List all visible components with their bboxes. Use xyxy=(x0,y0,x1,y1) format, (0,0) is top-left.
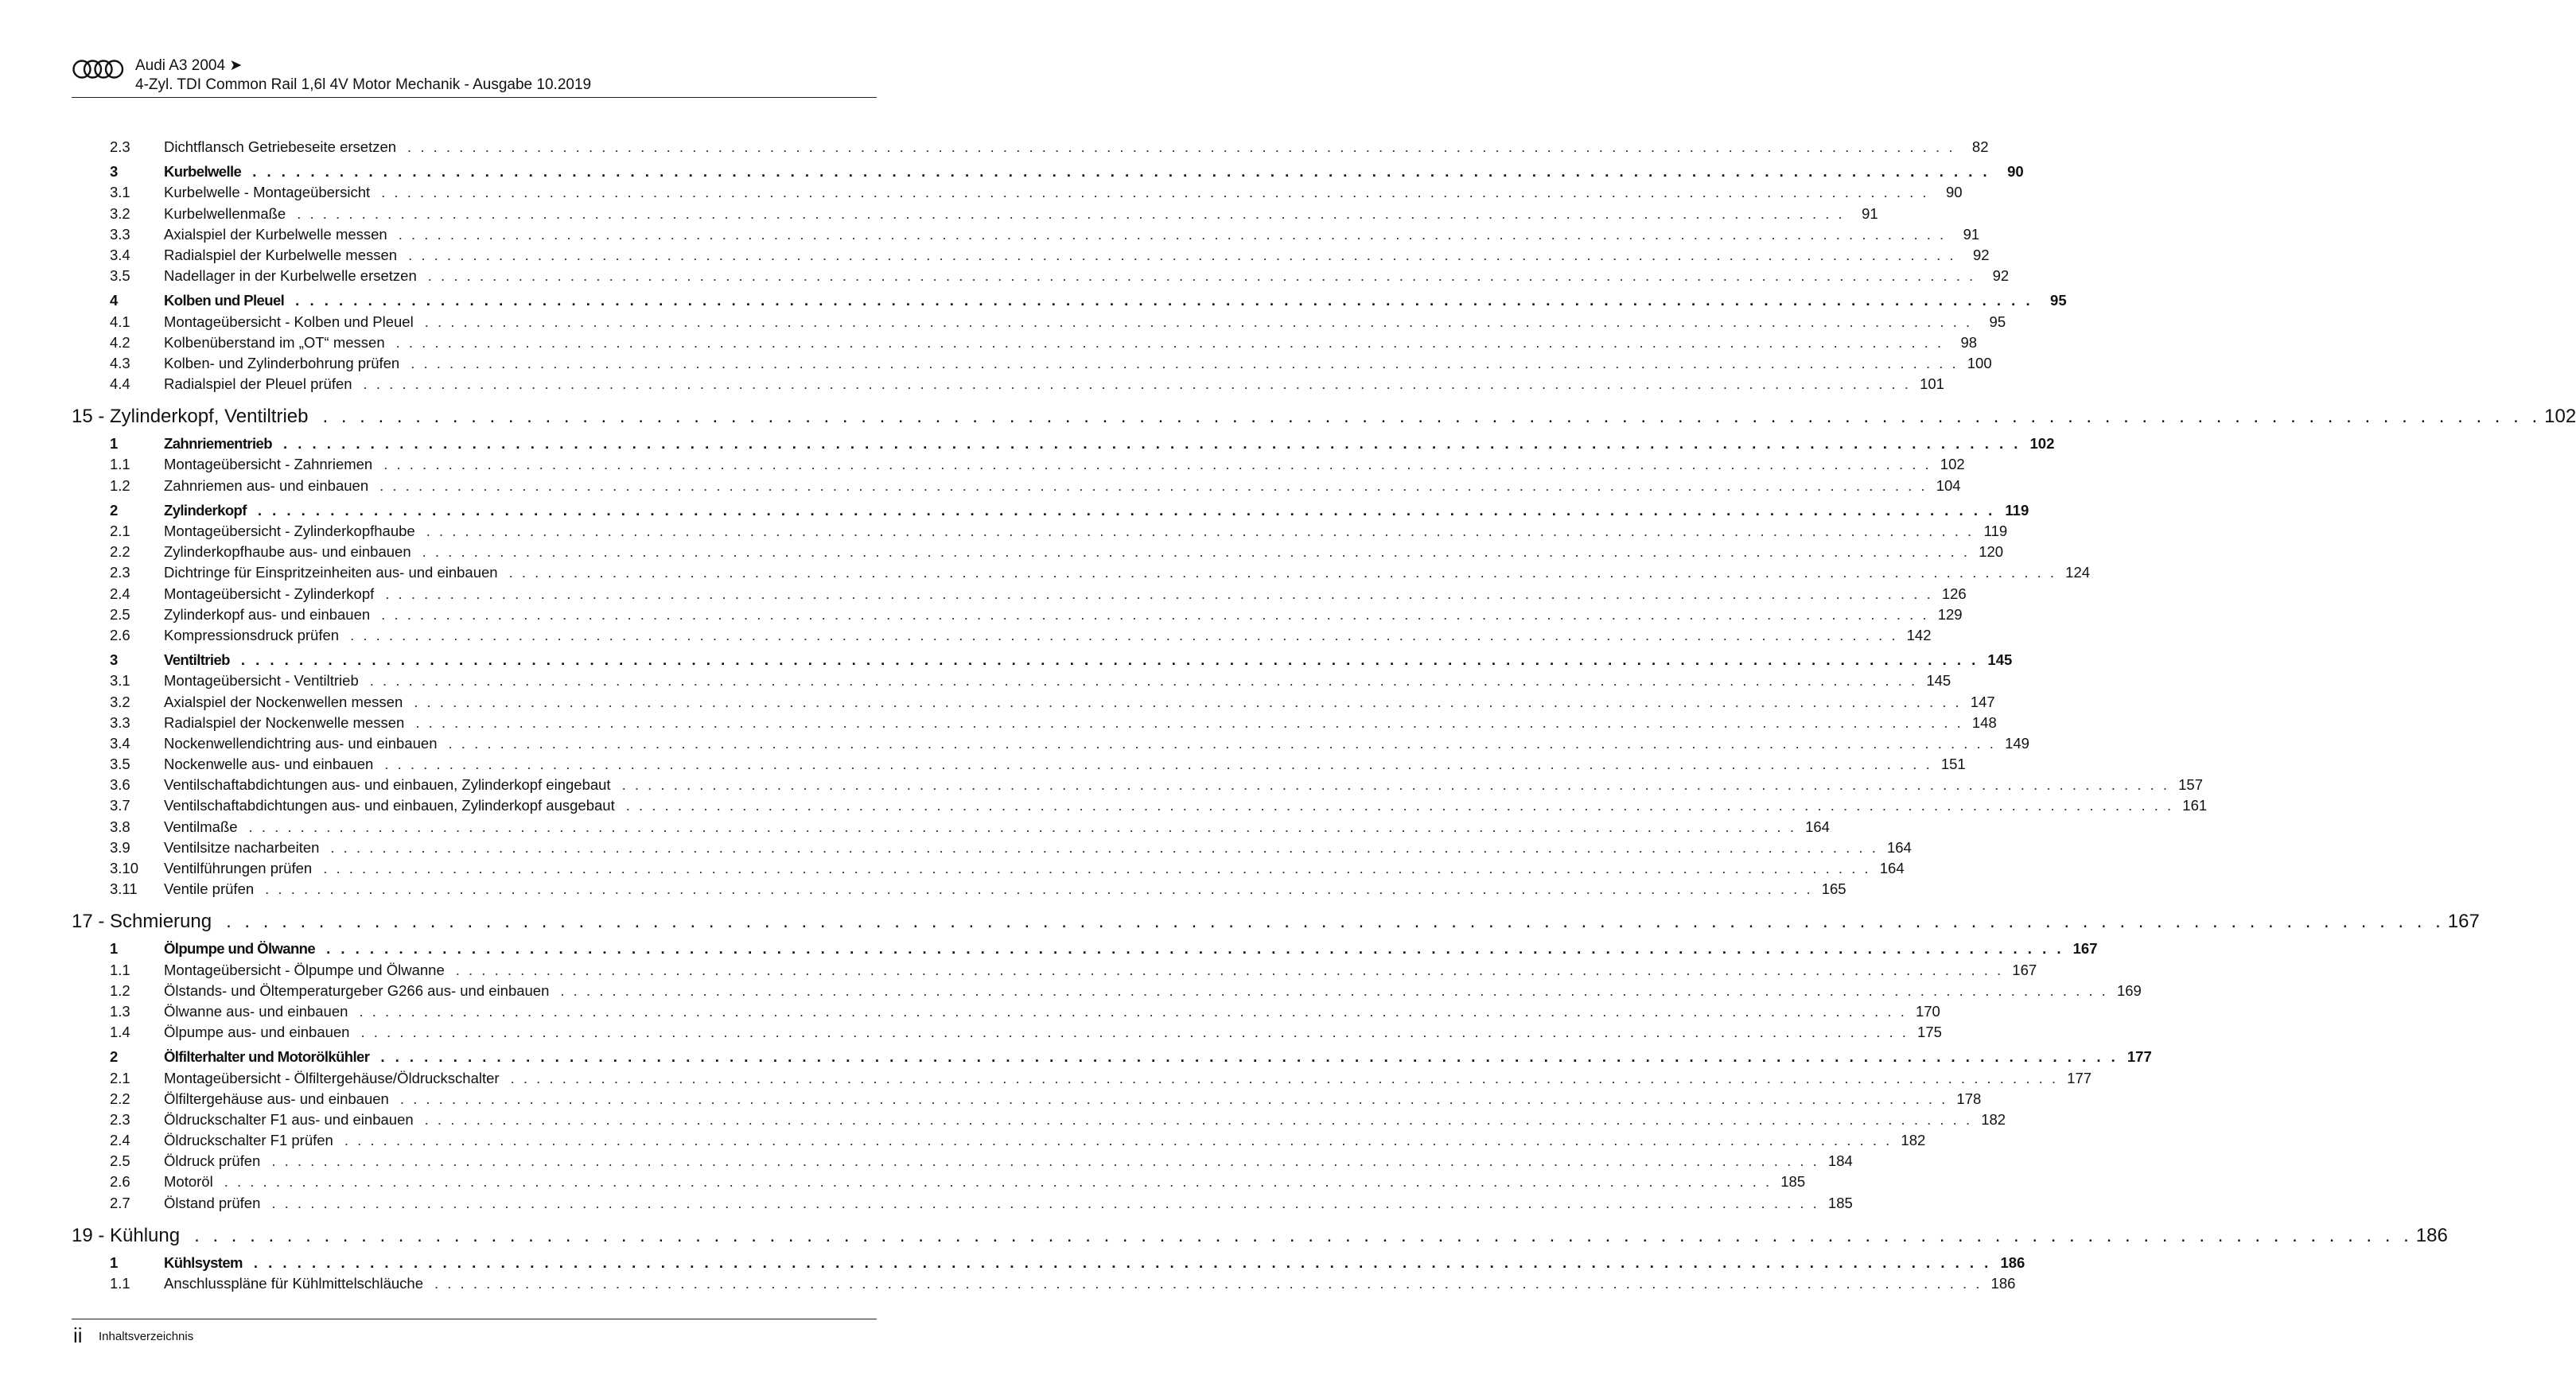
toc-entry-page: 126 xyxy=(1941,585,1967,602)
toc-entry-page: 142 xyxy=(1906,626,1932,643)
toc-entry-title: Nockenwellendichtring aus- und einbauen xyxy=(164,734,438,752)
toc-entry-page: 90 xyxy=(2007,163,2024,181)
toc-entry-title: Zahnriemen aus- und einbauen xyxy=(164,476,369,494)
toc-entry-number: 2.2 xyxy=(110,1090,130,1107)
toc-entry-title: Öldruckschalter F1 aus- und einbauen xyxy=(164,1110,414,1128)
toc-entry-title: 15 - Zylinderkopf, Ventiltrieb xyxy=(72,406,309,428)
toc-entry-number: 3.4 xyxy=(110,246,130,263)
dot-leader: . . . . . . . . . . . . . . . . . . . . . . . . . . . . . . . . . . . . . . . . . . . . . . . . . . . . . . . . . . . . . . . . . . . . . . . . . . . . . . . . . . . . . . . . . . . . . . . . . . . . . . . . . . . . . . . . . . . . . . . . xyxy=(257,501,1996,519)
dot-leader: . . . . . . . . . . . . . . . . . . . . . . . . . . . . . . . . . . . . . . . . . . . . . . . . . . . . . . . . . . . . . . . . . . . . . . . . . . . . . . . . . . . . . . . . . . . . . . . . . . . . . . . . . . . . . . . . . . . . . . . . xyxy=(381,605,1929,623)
toc-entry-page: 102 xyxy=(2029,435,2055,453)
toc-entry-number: 4.4 xyxy=(110,375,130,393)
dot-leader: . . . . . . . . . . . . . . . . . . . . . . . . . . . . . . . . . . . . . . . . . . . . . . . . . . . . . . . . . . . . . . . . . . . . . . . . . . . . . . . . . . . . . . . . . . . . . . . . . . . . . . . . . . . . . . . . . . . . . . . . xyxy=(297,204,1845,222)
toc-entry-number: 1.1 xyxy=(110,961,130,978)
dot-leader: . . . . . . . . . . . . . . . . . . . . . . . . . . . . . . . . . . . . . . . . . . . . . . . . . . . . . . . . . . . . . . . . . . . . . . . . . . . . . . . . . . . . . . . . . . . . . . . . . . . . . . . . . . . . . . . . . . . . . . . . xyxy=(271,1194,1819,1211)
dot-leader: . . . . . . . . . . . . . . . . . . . . . . . . . . . . . . . . . . . . . . . . . . . . . . . . . . . . . . . . . . . . . . . . . . . . . . . . . . . . . . . . . . . . . . . . . . . . . . . . . . . . . . . . . . . . . . . . . . . . . . . . xyxy=(295,292,2033,309)
toc-entry-number: 2.7 xyxy=(110,1194,130,1211)
toc-entry-page: 161 xyxy=(2182,797,2208,814)
toc-entry-number: 2 xyxy=(110,1048,118,1066)
toc-entry-page: 182 xyxy=(1981,1110,2006,1128)
dot-leader: . . . . . . . . . . . . . . . . . . . . . . . . . . . . . . . . . . . . . . . . . . . . . . . . . . . . . . . . . . . . . . . . . . . . . . . . . . . . . . . . . . . . . . . . . . . . . . . . . . . . . . . . . . . . . . . . . . . . . . . . xyxy=(323,860,1871,876)
toc-entry-title: Axialspiel der Kurbelwelle messen xyxy=(164,225,387,243)
toc-entry-page: 98 xyxy=(1960,333,1978,351)
table-of-contents xyxy=(72,137,2576,1294)
dot-leader: . . . . . . . . . . . . . . . . . . . . . . . . . . . . . . . . . . . . . . . . . . . . . . . . . . . . . . . . . . . . . . . . . . . . . . . . . . . . . . . . . . . . . . . . . . . . . . . . . . . . . . . . . . . . . . . . . . . . . . . . xyxy=(422,543,1971,561)
dot-leader: . . . . . . . . . . . . . . . . . . . . . . . . . . . . . . . . . . . . . . . . . . . . . . . . . . . . . . . . . . . . . . . . . . . . . . . . . . . . . . . . . . . . . . . . . . . . . . . . . . . . . . . . . . . . . . . . . . . . . . . . xyxy=(359,1002,1907,1020)
toc-section-entry[interactable] xyxy=(72,433,2055,454)
toc-entry-number: 3.6 xyxy=(110,776,130,794)
dot-leader: . . . . . . . . . . . . . . . . . . . . . . . . . . . . . . . . . . . . . . . . . . . . . . . . . . . . . . . . . . . . . . . . . . . . . . . . . . . . . . . . . . . . . . . . . . . . . . . . . . . . . . . . . . . . . . . . . . . . . . . . xyxy=(282,435,2021,453)
dot-leader: . . . . . . . . . . . . . . . . . . . . . . . . . . . . . . . . . . . . . . . . . . . . . . . . . . . . . . . . . . . . . . . . . . . . . . . . . . . . . . . . . . . . . . . . . . . . . . . . . . . . . . . . . . . . . . . . . . . . . . . . xyxy=(426,523,1975,539)
toc-entry-page: 90 xyxy=(1946,184,1963,201)
toc-subsection-entry[interactable] xyxy=(72,182,1963,203)
toc-entry-title: Zahnriementrieb xyxy=(164,435,272,453)
toc-subsection-entry[interactable] xyxy=(72,562,2091,583)
toc-entry-page: 147 xyxy=(1970,693,1995,710)
dot-leader: . . . . . . . . . . . . . . . . . . . . . . . . . . . . . . . . . . . . . . . . . . . . . . . . . . . . . . . . . . . . . . . . . . . . . . . . . . . . . . . . . . . . . . . . . . . . . . . . . . . . . . . . . . . . . . . . . . . . . . . . xyxy=(510,1069,2059,1086)
dot-leader: . . . . . . . . . . . . . . . . . . . . . . . . . . . . . . . . . . . . . . . . . . . . . . . . . . . . . . . . . . . . . . . . . . . . . . . . . . . . . . . . . . . . . . . . . . . . . . . . . . . . . . . . . . . . . . . . . . . . . . . . xyxy=(252,163,1990,181)
dot-leader: . . . . . . . . . . . . . . . . . . . . . . . . . . . . . . . . . . . . . . . . . . . . . . . . . . . . . . . . . . . . . . . . . . . . . . . . . . . . . . . . . . . . . . . . . . . . . . . . . . . . . . . . . . . . . . . . . . . . . . . . xyxy=(415,713,1963,731)
toc-entry-title: Ventilschaftabdichtungen aus- und einbauen, Zylinderkopf ausgebaut xyxy=(164,797,615,814)
toc-entry-title: Ventiltrieb xyxy=(164,651,230,669)
toc-entry-page: 169 xyxy=(2116,981,2142,999)
toc-entry-number: 3.2 xyxy=(110,693,130,710)
toc-subsection-entry[interactable] xyxy=(72,879,1846,900)
dot-leader: . . . . . . . . . . . . . . . . . . . . . . . . . . . . . . . . . . . . . . . . . . . . . . . . . . . . . . . . . . . . . . . . . . . . . . . . . . . . . . . . . . . . . . . . . . . . . . . . . . . . . . . . . . . . . . . . . . . . . . . . xyxy=(344,1132,1893,1149)
toc-entry-number: 2.5 xyxy=(110,1152,130,1170)
toc-entry-title: Radialspiel der Pleuel prüfen xyxy=(164,375,352,393)
toc-entry-number: 3.10 xyxy=(110,860,139,876)
toc-entry-number: 4.2 xyxy=(110,333,130,351)
toc-section-entry[interactable] xyxy=(72,1047,2152,1067)
dot-leader: . . . . . . . . . . . . . . . . . . . . . . . . . . . . . . . . . . . . . . . . . . . . . . . . . . . . . . . . . . . . . . . . . . . . . . . . . . . . . . . . . . . . . . . . . . . . . . . . . . . . . . . . . . . . . . . . . . . . . . . . xyxy=(398,225,1947,243)
toc-entry-title: 19 - Kühlung xyxy=(72,1224,181,1246)
toc-subsection-entry[interactable] xyxy=(72,332,1978,353)
toc-chapter-entry[interactable] xyxy=(72,404,2576,429)
dot-leader: . . . . . . . . . . . . . . . . . . . . . . . . . . . . . . . . . . . . . . . . . . . . . . . . . . . . . . . . . . . . . . . . . . . . . . . . . . . . . . . . . . . . . . . . . . . . . . . . . . . . . . . . . . . . . . . . . . . . . . . . xyxy=(248,818,1796,835)
toc-entry-number: 3.3 xyxy=(110,713,130,731)
toc-entry-page: 177 xyxy=(2127,1048,2152,1066)
toc-entry-number: 1.4 xyxy=(110,1024,130,1041)
dot-leader: . . . . . . . . . . . . . . . . . . . . . . . . . . . . . . . . . . . . . . . . . . . . . . . . . . . . . . . . . . . . . . . . . . . . . . . . . . . . . . . . . . . . . . . . . . . . . . . . . . . . . . . . . . . . . . . . . . . . . . . . xyxy=(399,1090,1948,1107)
toc-entry-number: 2.3 xyxy=(110,564,130,581)
toc-entry-page: 164 xyxy=(1879,860,1905,876)
toc-subsection-entry[interactable] xyxy=(72,1130,1926,1151)
toc-entry-page: 164 xyxy=(1886,838,1912,856)
toc-entry-page: 104 xyxy=(1936,476,1961,494)
toc-entry-number: 3 xyxy=(110,163,118,181)
toc-entry-page: 145 xyxy=(1926,672,1951,690)
toc-entry-title: Montageübersicht - Ventiltrieb xyxy=(164,672,359,690)
toc-entry-title: Ölwanne aus- und einbauen xyxy=(164,1002,348,1020)
toc-entry-number: 3.8 xyxy=(110,818,130,835)
dot-leader: . . . . . . . . . . . . . . . . . . . . . . . . . . . . . . . . . . . . . . . . . . . . . . . . . . . . . . . . . . . . . . . . . . . . . . . . . . . . . . . . . . . . . . . . . . . . . . . . . . . . . . . . . . . . . . . . . . . . . . . . xyxy=(363,375,1911,393)
dot-leader: . . . . . . . . . . . . . . . . . . . . . . . . . . . . . . . . . . . . . . . . . . . . . . . . . . . . . . . . . . . . . . . . . . . . . . . . . . . . . . . . . . . . . . . . . . . . . . . . . . . . . . . . . . . . . . . . . . . . . . . . xyxy=(265,880,1813,898)
toc-subsection-entry[interactable] xyxy=(72,775,2204,795)
toc-entry-page: 167 xyxy=(2072,940,2098,958)
toc-entry-page: 149 xyxy=(2005,734,2029,752)
dot-leader: . . . . . . . . . . . . . . . . . . . . . . . . . . . . . . . . . . . . . . . . . . . . . . . . . . . . . . . . . . . . . . . . . . . . . . . . . . . . . . . . . . . . . . . . . . . . . . . . . . . . . . . . . . . . . . . . . . . . . . . . xyxy=(408,246,1956,263)
toc-entry-title: Montageübersicht - Zylinderkopf xyxy=(164,585,375,602)
toc-entry-number: 1 xyxy=(110,1253,118,1271)
dot-leader: . . . . . . . . . . . . . . . . . . . . . . . . . . . . . . . . . . . . . . . . . . . . . . . . . . . . . . . . . . . . . . . . . . . . . . . . . . . . . . . . . . . . . . . . . . . . . . . . . . . . . . . . . . . . . . . . . . . . . . . . xyxy=(385,585,1933,602)
toc-entry-page: 177 xyxy=(2067,1069,2092,1086)
toc-entry-page: 167 xyxy=(2012,961,2037,978)
toc-entry-number: 2.4 xyxy=(110,585,130,602)
toc-entry-page: 151 xyxy=(1940,756,1966,773)
dot-leader: . . . . . . . . . . . . . . . . . . . . . . . . . . . . . . . . . . . . . . . . . . . . . . . . . . . . . . . . . . . . . . . . . . . . . . . . . . . . . . . . . . . . . . . . . . . . . . . . . . . . . . . . . . . . . . . . . . . . . . . . xyxy=(427,267,1976,285)
toc-entry-title: Öldruck prüfen xyxy=(164,1152,261,1170)
toc-entry-title: Axialspiel der Nockenwellen messen xyxy=(164,693,403,710)
toc-entry-title: Ölpumpe und Ölwanne xyxy=(164,940,316,958)
toc-subsection-entry[interactable] xyxy=(72,981,2142,1001)
toc-section-entry[interactable] xyxy=(72,290,2067,311)
toc-chapter-entry[interactable] xyxy=(72,1223,2448,1249)
toc-entry-page: 100 xyxy=(1967,354,1992,371)
toc-entry-number: 3.2 xyxy=(110,204,130,222)
toc-entry-page: 124 xyxy=(2065,564,2091,581)
toc-entry-number: 3.1 xyxy=(110,184,130,201)
toc-entry-page: 119 xyxy=(1983,523,2008,539)
toc-entry-number: 2.3 xyxy=(110,138,130,155)
toc-entry-number: 1.2 xyxy=(110,476,130,494)
toc-subsection-entry[interactable] xyxy=(72,754,1966,775)
toc-subsection-entry[interactable] xyxy=(72,604,1963,625)
dot-leader: . . . . . . . . . . . . . . . . . . . . . . . . . . . . . . . . . . . . . . . . . . . . . . . . . . . . . . . . . . . . . . . . . . . . . . . . . . . . . . . . . . . . . . . . . . . . . . . . . . . . . . . . . . . . . . . . . . . . . . . . xyxy=(424,1110,1973,1128)
toc-subsection-entry[interactable] xyxy=(72,670,1951,691)
toc-entry-title: Kompressionsdruck prüfen xyxy=(164,626,340,643)
toc-entry-page: 145 xyxy=(1987,651,2013,669)
dot-leader: . . . . . . . . . . . . . . . . . . . . . . . . . . . . . . . . . . . . . . . . . . . . . . . . . . . . . . . . . . . . . . . . . . . . . . . . . . . . . . . . . . . . . . . . . . . . . . . . . . . . . . . . . . . . . . . . . . . . . . . . xyxy=(621,776,2170,794)
toc-subsection-entry[interactable] xyxy=(72,960,2037,981)
toc-subsection-entry[interactable] xyxy=(72,521,2008,542)
toc-section-entry[interactable] xyxy=(72,1253,2025,1273)
toc-entry-number: 2 xyxy=(110,501,118,519)
toc-subsection-entry[interactable] xyxy=(72,204,1878,224)
toc-entry-title: Dichtflansch Getriebeseite ersetzen xyxy=(164,138,397,155)
toc-entry-title: Montageübersicht - Kolben und Pleuel xyxy=(164,313,414,330)
audi-rings-logo xyxy=(72,59,124,80)
toc-entry-number: 3.1 xyxy=(110,672,130,690)
toc-subsection-entry[interactable] xyxy=(72,837,1912,858)
toc-entry-number: 2.5 xyxy=(110,605,130,623)
toc-entry-page: 82 xyxy=(1971,138,1989,155)
toc-entry-title: Kolben und Pleuel xyxy=(164,292,285,309)
toc-entry-title: Kurbelwelle xyxy=(164,163,242,181)
toc-subsection-entry[interactable] xyxy=(72,1001,1940,1022)
toc-entry-number: 2.6 xyxy=(110,1173,130,1191)
toc-entry-number: 1.1 xyxy=(110,456,130,473)
toc-entry-title: Ölpumpe aus- und einbauen xyxy=(164,1024,350,1041)
toc-entry-page: 182 xyxy=(1901,1132,1926,1149)
toc-entry-number: 3.5 xyxy=(110,267,130,285)
dot-leader: . . . . . . . . . . . . . . . . . . . . . . . . . . . . . . . . . . . . . . . . . . . . . . . . . . . . . . . . . . . . . . . . . . . . . . . . . . . . . . . . . . . . . . . . . . . . . . . . . . . . . . . . . . . . . . . . . . . . . . . . xyxy=(369,672,1918,690)
dot-leader: . . . . . . . . . . . . . . . . . . . . . . . . . . . . . . . . . . . . . . . . . . . . . . . . . . . . . . . . . . . . . . . . . . . . . . . . . . . . . . . . . . . . . . . . . . . . . . . . . . . . . . . . . . . . . . . . . . . . . . . . xyxy=(383,456,1932,473)
toc-entry-page: 101 xyxy=(1920,375,1944,393)
dot-leader: . . . . . . . . . . . . . . . . . . . . . . . . . . . . . . . . . . . . . . . . . . . . . . . . . . . . . . . . . . . . . . . . . . . . . . . . . . . . . . . . . . . . . . . . . . . . . . . . . . . . . . . . . . . . . . . . . . . . . . . . xyxy=(381,184,1929,201)
toc-section-entry[interactable] xyxy=(72,650,2013,670)
toc-chapter-entry[interactable] xyxy=(72,909,2480,935)
toc-entry-number: 3.11 xyxy=(110,880,138,898)
toc-entry-number: 4.1 xyxy=(110,313,130,330)
toc-entry-page: 165 xyxy=(1821,880,1846,898)
toc-entry-title: Ventilmaße xyxy=(164,818,238,835)
toc-entry-title: Nockenwelle aus- und einbauen xyxy=(164,756,374,773)
toc-entry-number: 3.5 xyxy=(110,756,130,773)
toc-entry-title: Ölstands- und Öltemperaturgeber G266 aus- und einbauen xyxy=(164,981,550,999)
toc-subsection-entry[interactable] xyxy=(72,1068,2092,1089)
dot-leader: . . . . . . . . . . . . . . . . . . . . . . . . . . . . . . . . . . . . . . . . . . . . . . . . . . . . . . . . . . . . . . . . . . . . . . . . . . . . . . . . . . . . . . . . . . . . . . . . . . . . . . . . . . . . . . . . . . . . . . . . xyxy=(508,564,2057,581)
dot-leader: . . . . . . . . . . . . . . . . . . . . . . . . . . . . . . . . . . . . . . . . . . . . . . . . . . . . . . . . . . . . . . . . . . . . . . . . . . . . . . . . . . . . . . . . . . . . . . . . . . . . . . . . . . . . . . . . . . . . . . . . xyxy=(350,626,1898,643)
toc-subsection-entry[interactable] xyxy=(72,1109,2006,1130)
dot-leader: . . . . . . . . . . . . . . . . . . . . . . . . . . . . . . . . . . . . . . . . . . . . . . . . . . . . . . . . . . . . . . . . . . . . . . . . . . . . . . . . . . . . . . . . . . . . . . . . . . . . . . . . . . . . . . . . . . . . . . . . xyxy=(380,1048,2119,1066)
toc-entry-title: Montageübersicht - Zylinderkopfhaube xyxy=(164,523,415,539)
dot-leader: . . . . . . . . . . . . . . . . . . . . . . . . . . . . . . . . . . . . . . . . . . . . . . . . . . . . . . . . . . . . . . . . . . . . . . . . . . . . . . . . . . . . . . . . . . . . . . . . . . . . . . . . . . . . . . . . . . . . . . . . xyxy=(407,138,1955,155)
toc-entry-number: 2.1 xyxy=(110,1069,130,1086)
dot-leader: . . . . . . . . . . . . . . . . . . . . . . . . . . . . . . . . . . . . . . . . . . . . . . . . . . . . . . . . . . . . . . . . . . . . . . . . . . . . . . . . . . . . . . . . . . . . . . . . . . . . . . . . . . . . . . . . . . . . . . . . xyxy=(360,1024,1909,1041)
toc-entry-number: 1.3 xyxy=(110,1002,130,1020)
toc-subsection-entry[interactable] xyxy=(72,795,2208,816)
toc-subsection-entry[interactable] xyxy=(72,584,1967,604)
dot-leader: . . . . . . . . . . . . . . . . . . . . . . . . . . . . . . . . . . . . . . . . . . . . . . . . . . . . . . . . . . . . . . . . . . . . . . . . . . . . . . . . . . . . . . . . . . . . . . . . . . . . . . . . . . . . . . . . . . . . . . . . xyxy=(448,734,1996,752)
toc-subsection-entry[interactable] xyxy=(72,266,2010,286)
toc-subsection-entry[interactable] xyxy=(72,1172,1806,1192)
toc-entry-title: Zylinderkopf xyxy=(164,501,247,519)
toc-entry-page: 129 xyxy=(1937,605,1963,623)
toc-subsection-entry[interactable] xyxy=(72,137,1989,157)
toc-entry-page: 157 xyxy=(2178,776,2204,794)
toc-entry-title: Ventilsitze nacharbeiten xyxy=(164,838,320,856)
dot-leader: . . . . . . . . . . . . . . . . . . . . . . . . . . . . . . . . . . . . . . . . . . . . . . . . . . . . . . . . . . . . . . . . . . . . . . . . . . . . . . . . . . . . . . . . . . . . . . . . . . . . . . . . . . . . . . . . . . . . . . . . xyxy=(240,651,1979,669)
page-number: ii xyxy=(73,1323,83,1347)
dot-leader: . . . . . . . . . . . . . . . . . . . . . . . . . . . . . . . . . . . . . . . . . . . . . . . . . . . . . . . . . . . . . . . . . . . . . . . . . . . . . . . . . . . . . . . . . . . . . . . . . . . . . . . . . . . . . . . . . . . . . . . . xyxy=(625,797,2174,814)
toc-subsection-entry[interactable] xyxy=(72,713,1997,733)
dot-leader: . . . . . . . . . . . . . . . . . . . . . . . . . . . . . . . . . . . . . . . . . . . . . . . . . . . . . . . . . . . . . . . . . . . . . . . . . . . . . . . . . . . . . . . . . . . . . . . . . . . . . . . . . . . . . . . . . . . . . . . . xyxy=(434,1275,1983,1292)
toc-entry-page: 102 xyxy=(1940,456,1965,473)
toc-entry-title: Ventilführungen prüfen xyxy=(164,860,313,876)
toc-subsection-entry[interactable] xyxy=(72,1273,2016,1294)
toc-subsection-entry[interactable] xyxy=(72,625,1932,646)
toc-section-entry[interactable] xyxy=(72,500,2029,521)
toc-entry-title: Anschlusspläne für Kühlmittelschläuche xyxy=(164,1275,423,1292)
toc-entry-title: Radialspiel der Kurbelwelle messen xyxy=(164,246,398,263)
toc-entry-title: Montageübersicht - Zahnriemen xyxy=(164,456,373,473)
toc-subsection-entry[interactable] xyxy=(72,1022,1942,1043)
dot-leader: . . . . . . . . . . . . . . . . . . . . . . . . . . . . . . . . . . . . . . . . . . . . . . . . . . . . . . . . . . . . . . . . . . . . . . . . . . . . . . . . . . . . . . . . . . . . . . . . . . . . . . . . . . . . . . . . . . . . . . . . xyxy=(194,1224,2413,1246)
toc-entry-title: Kurbelwellenmaße xyxy=(164,204,286,222)
toc-entry-number: 2.6 xyxy=(110,626,130,643)
toc-entry-number: 3 xyxy=(110,651,118,669)
toc-entry-title: Ölstand prüfen xyxy=(164,1194,261,1211)
toc-entry-page: 95 xyxy=(2050,292,2067,309)
toc-section-entry[interactable] xyxy=(72,938,2098,959)
toc-entry-title: Ölfilterhalter und Motorölkühler xyxy=(164,1048,370,1066)
document-title: Audi A3 2004 ➤ xyxy=(135,57,243,74)
toc-entry-title: Montageübersicht - Ölfiltergehäuse/Öldruckschalter xyxy=(164,1069,500,1086)
toc-entry-title: 17 - Schmierung xyxy=(72,911,212,933)
dot-leader: . . . . . . . . . . . . . . . . . . . . . . . . . . . . . . . . . . . . . . . . . . . . . . . . . . . . . . . . . . . . . . . . . . . . . . . . . . . . . . . . . . . . . . . . . . . . . . . . . . . . . . . . . . . . . . . . . . . . . . . . xyxy=(224,1173,1772,1191)
toc-subsection-entry[interactable] xyxy=(72,353,1992,374)
toc-entry-number: 2.2 xyxy=(110,543,130,561)
toc-entry-title: Ventilschaftabdichtungen aus- und einbauen, Zylinderkopf eingebaut xyxy=(164,776,611,794)
toc-entry-number: 1 xyxy=(110,435,118,453)
toc-entry-page: 91 xyxy=(1862,204,1878,222)
toc-subsection-entry[interactable] xyxy=(72,224,1980,245)
toc-entry-number: 3.4 xyxy=(110,734,130,752)
toc-subsection-entry[interactable] xyxy=(72,476,1961,496)
toc-entry-title: Motoröl xyxy=(164,1173,213,1191)
toc-entry-page: 184 xyxy=(1827,1152,1853,1170)
toc-entry-number: 1.2 xyxy=(110,981,130,999)
toc-entry-page: 175 xyxy=(1917,1024,1942,1041)
toc-entry-page: 102 xyxy=(2544,406,2576,428)
toc-entry-title: Nadellager in der Kurbelwelle ersetzen xyxy=(164,267,417,285)
toc-entry-page: 185 xyxy=(1827,1194,1853,1211)
toc-subsection-entry[interactable] xyxy=(72,454,1965,475)
toc-entry-page: 186 xyxy=(2000,1253,2025,1271)
dot-leader: . . . . . . . . . . . . . . . . . . . . . . . . . . . . . . . . . . . . . . . . . . . . . . . . . . . . . . . . . . . . . . . . . . . . . . . . . . . . . . . . . . . . . . . . . . . . . . . . . . . . . . . . . . . . . . . . . . . . . . . . xyxy=(226,911,2445,933)
toc-entry-number: 3.9 xyxy=(110,838,130,856)
toc-entry-number: 3.3 xyxy=(110,225,130,243)
toc-entry-page: 178 xyxy=(1956,1090,1982,1107)
toc-subsection-entry[interactable] xyxy=(72,245,1990,266)
toc-entry-page: 120 xyxy=(1979,543,2004,561)
toc-entry-title: Zylinderkopf aus- und einbauen xyxy=(164,605,371,623)
toc-entry-title: Dichtringe für Einspritzeinheiten aus- und einbauen xyxy=(164,564,498,581)
toc-entry-page: 185 xyxy=(1780,1173,1806,1191)
toc-entry-title: Ventile prüfen xyxy=(164,880,255,898)
toc-subsection-entry[interactable] xyxy=(72,312,2006,332)
dot-leader: . . . . . . . . . . . . . . . . . . . . . . . . . . . . . . . . . . . . . . . . . . . . . . . . . . . . . . . . . . . . . . . . . . . . . . . . . . . . . . . . . . . . . . . . . . . . . . . . . . . . . . . . . . . . . . . . . . . . . . . . xyxy=(411,354,1959,371)
dot-leader: . . . . . . . . . . . . . . . . . . . . . . . . . . . . . . . . . . . . . . . . . . . . . . . . . . . . . . . . . . . . . . . . . . . . . . . . . . . . . . . . . . . . . . . . . . . . . . . . . . . . . . . . . . . . . . . . . . . . . . . . xyxy=(395,333,1944,351)
toc-subsection-entry[interactable] xyxy=(72,817,1830,837)
toc-entry-page: 164 xyxy=(1805,818,1830,835)
toc-entry-page: 91 xyxy=(1963,225,1980,243)
toc-subsection-entry[interactable] xyxy=(72,542,2004,562)
toc-subsection-entry[interactable] xyxy=(72,858,1905,879)
toc-entry-page: 119 xyxy=(2005,501,2029,519)
toc-entry-number: 3.7 xyxy=(110,797,130,814)
toc-section-entry[interactable] xyxy=(72,161,2024,182)
dot-leader: . . . . . . . . . . . . . . . . . . . . . . . . . . . . . . . . . . . . . . . . . . . . . . . . . . . . . . . . . . . . . . . . . . . . . . . . . . . . . . . . . . . . . . . . . . . . . . . . . . . . . . . . . . . . . . . . . . . . . . . . xyxy=(455,961,2004,978)
toc-entry-number: 4 xyxy=(110,292,118,309)
toc-entry-page: 186 xyxy=(1990,1275,2016,1292)
toc-subsection-entry[interactable] xyxy=(72,692,1995,713)
dot-leader: . . . . . . . . . . . . . . . . . . . . . . . . . . . . . . . . . . . . . . . . . . . . . . . . . . . . . . . . . . . . . . . . . . . . . . . . . . . . . . . . . . . . . . . . . . . . . . . . . . . . . . . . . . . . . . . . . . . . . . . . xyxy=(322,406,2542,428)
toc-entry-number: 1 xyxy=(110,940,118,958)
toc-subsection-entry[interactable] xyxy=(72,733,2029,754)
toc-entry-title: Radialspiel der Nockenwelle messen xyxy=(164,713,405,731)
toc-entry-page: 92 xyxy=(1992,267,2010,285)
toc-entry-page: 92 xyxy=(1972,246,1990,263)
dot-leader: . . . . . . . . . . . . . . . . . . . . . . . . . . . . . . . . . . . . . . . . . . . . . . . . . . . . . . . . . . . . . . . . . . . . . . . . . . . . . . . . . . . . . . . . . . . . . . . . . . . . . . . . . . . . . . . . . . . . . . . . xyxy=(414,693,1962,710)
dot-leader: . . . . . . . . . . . . . . . . . . . . . . . . . . . . . . . . . . . . . . . . . . . . . . . . . . . . . . . . . . . . . . . . . . . . . . . . . . . . . . . . . . . . . . . . . . . . . . . . . . . . . . . . . . . . . . . . . . . . . . . . xyxy=(271,1152,1819,1170)
toc-entry-page: 186 xyxy=(2415,1224,2448,1246)
header-divider xyxy=(72,97,877,98)
dot-leader: . . . . . . . . . . . . . . . . . . . . . . . . . . . . . . . . . . . . . . . . . . . . . . . . . . . . . . . . . . . . . . . . . . . . . . . . . . . . . . . . . . . . . . . . . . . . . . . . . . . . . . . . . . . . . . . . . . . . . . . . xyxy=(560,981,2108,999)
dot-leader: . . . . . . . . . . . . . . . . . . . . . . . . . . . . . . . . . . . . . . . . . . . . . . . . . . . . . . . . . . . . . . . . . . . . . . . . . . . . . . . . . . . . . . . . . . . . . . . . . . . . . . . . . . . . . . . . . . . . . . . . xyxy=(253,1253,1992,1271)
toc-subsection-entry[interactable] xyxy=(72,1193,1853,1214)
dot-leader: . . . . . . . . . . . . . . . . . . . . . . . . . . . . . . . . . . . . . . . . . . . . . . . . . . . . . . . . . . . . . . . . . . . . . . . . . . . . . . . . . . . . . . . . . . . . . . . . . . . . . . . . . . . . . . . . . . . . . . . . xyxy=(424,313,1973,330)
toc-entry-title: Ölfiltergehäuse aus- und einbauen xyxy=(164,1090,389,1107)
toc-subsection-entry[interactable] xyxy=(72,1089,1982,1109)
toc-entry-number: 2.4 xyxy=(110,1132,130,1149)
toc-entry-number: 2.3 xyxy=(110,1110,130,1128)
toc-entry-number: 2.1 xyxy=(110,523,130,539)
toc-entry-title: Zylinderkopfhaube aus- und einbauen xyxy=(164,543,411,561)
toc-entry-number: 1.1 xyxy=(110,1275,130,1292)
toc-entry-page: 167 xyxy=(2447,911,2480,933)
toc-entry-title: Kühlsystem xyxy=(164,1253,243,1271)
toc-subsection-entry[interactable] xyxy=(72,1151,1853,1172)
toc-entry-page: 170 xyxy=(1915,1002,1940,1020)
dot-leader: . . . . . . . . . . . . . . . . . . . . . . . . . . . . . . . . . . . . . . . . . . . . . . . . . . . . . . . . . . . . . . . . . . . . . . . . . . . . . . . . . . . . . . . . . . . . . . . . . . . . . . . . . . . . . . . . . . . . . . . . xyxy=(326,940,2064,958)
toc-entry-title: Kolbenüberstand im „OT“ messen xyxy=(164,333,385,351)
dot-leader: . . . . . . . . . . . . . . . . . . . . . . . . . . . . . . . . . . . . . . . . . . . . . . . . . . . . . . . . . . . . . . . . . . . . . . . . . . . . . . . . . . . . . . . . . . . . . . . . . . . . . . . . . . . . . . . . . . . . . . . . xyxy=(330,838,1878,856)
toc-entry-number: 4.3 xyxy=(110,354,130,371)
toc-subsection-entry[interactable] xyxy=(72,374,1944,394)
toc-entry-page: 148 xyxy=(1971,713,1997,731)
dot-leader: . . . . . . . . . . . . . . . . . . . . . . . . . . . . . . . . . . . . . . . . . . . . . . . . . . . . . . . . . . . . . . . . . . . . . . . . . . . . . . . . . . . . . . . . . . . . . . . . . . . . . . . . . . . . . . . . . . . . . . . . xyxy=(384,756,1932,773)
toc-entry-title: Kolben- und Zylinderbohrung prüfen xyxy=(164,354,400,371)
dot-leader: . . . . . . . . . . . . . . . . . . . . . . . . . . . . . . . . . . . . . . . . . . . . . . . . . . . . . . . . . . . . . . . . . . . . . . . . . . . . . . . . . . . . . . . . . . . . . . . . . . . . . . . . . . . . . . . . . . . . . . . . xyxy=(379,476,1928,494)
toc-entry-page: 95 xyxy=(1989,313,2006,330)
toc-entry-title: Montageübersicht - Ölpumpe und Ölwanne xyxy=(164,961,445,978)
document-subtitle: 4-Zyl. TDI Common Rail 1,6l 4V Motor Mechanik - Ausgabe 10.2019 xyxy=(135,76,592,93)
footer-label: Inhaltsverzeichnis xyxy=(99,1330,194,1343)
toc-entry-title: Öldruckschalter F1 prüfen xyxy=(164,1132,333,1149)
toc-entry-title: Kurbelwelle - Montageübersicht xyxy=(164,184,371,201)
